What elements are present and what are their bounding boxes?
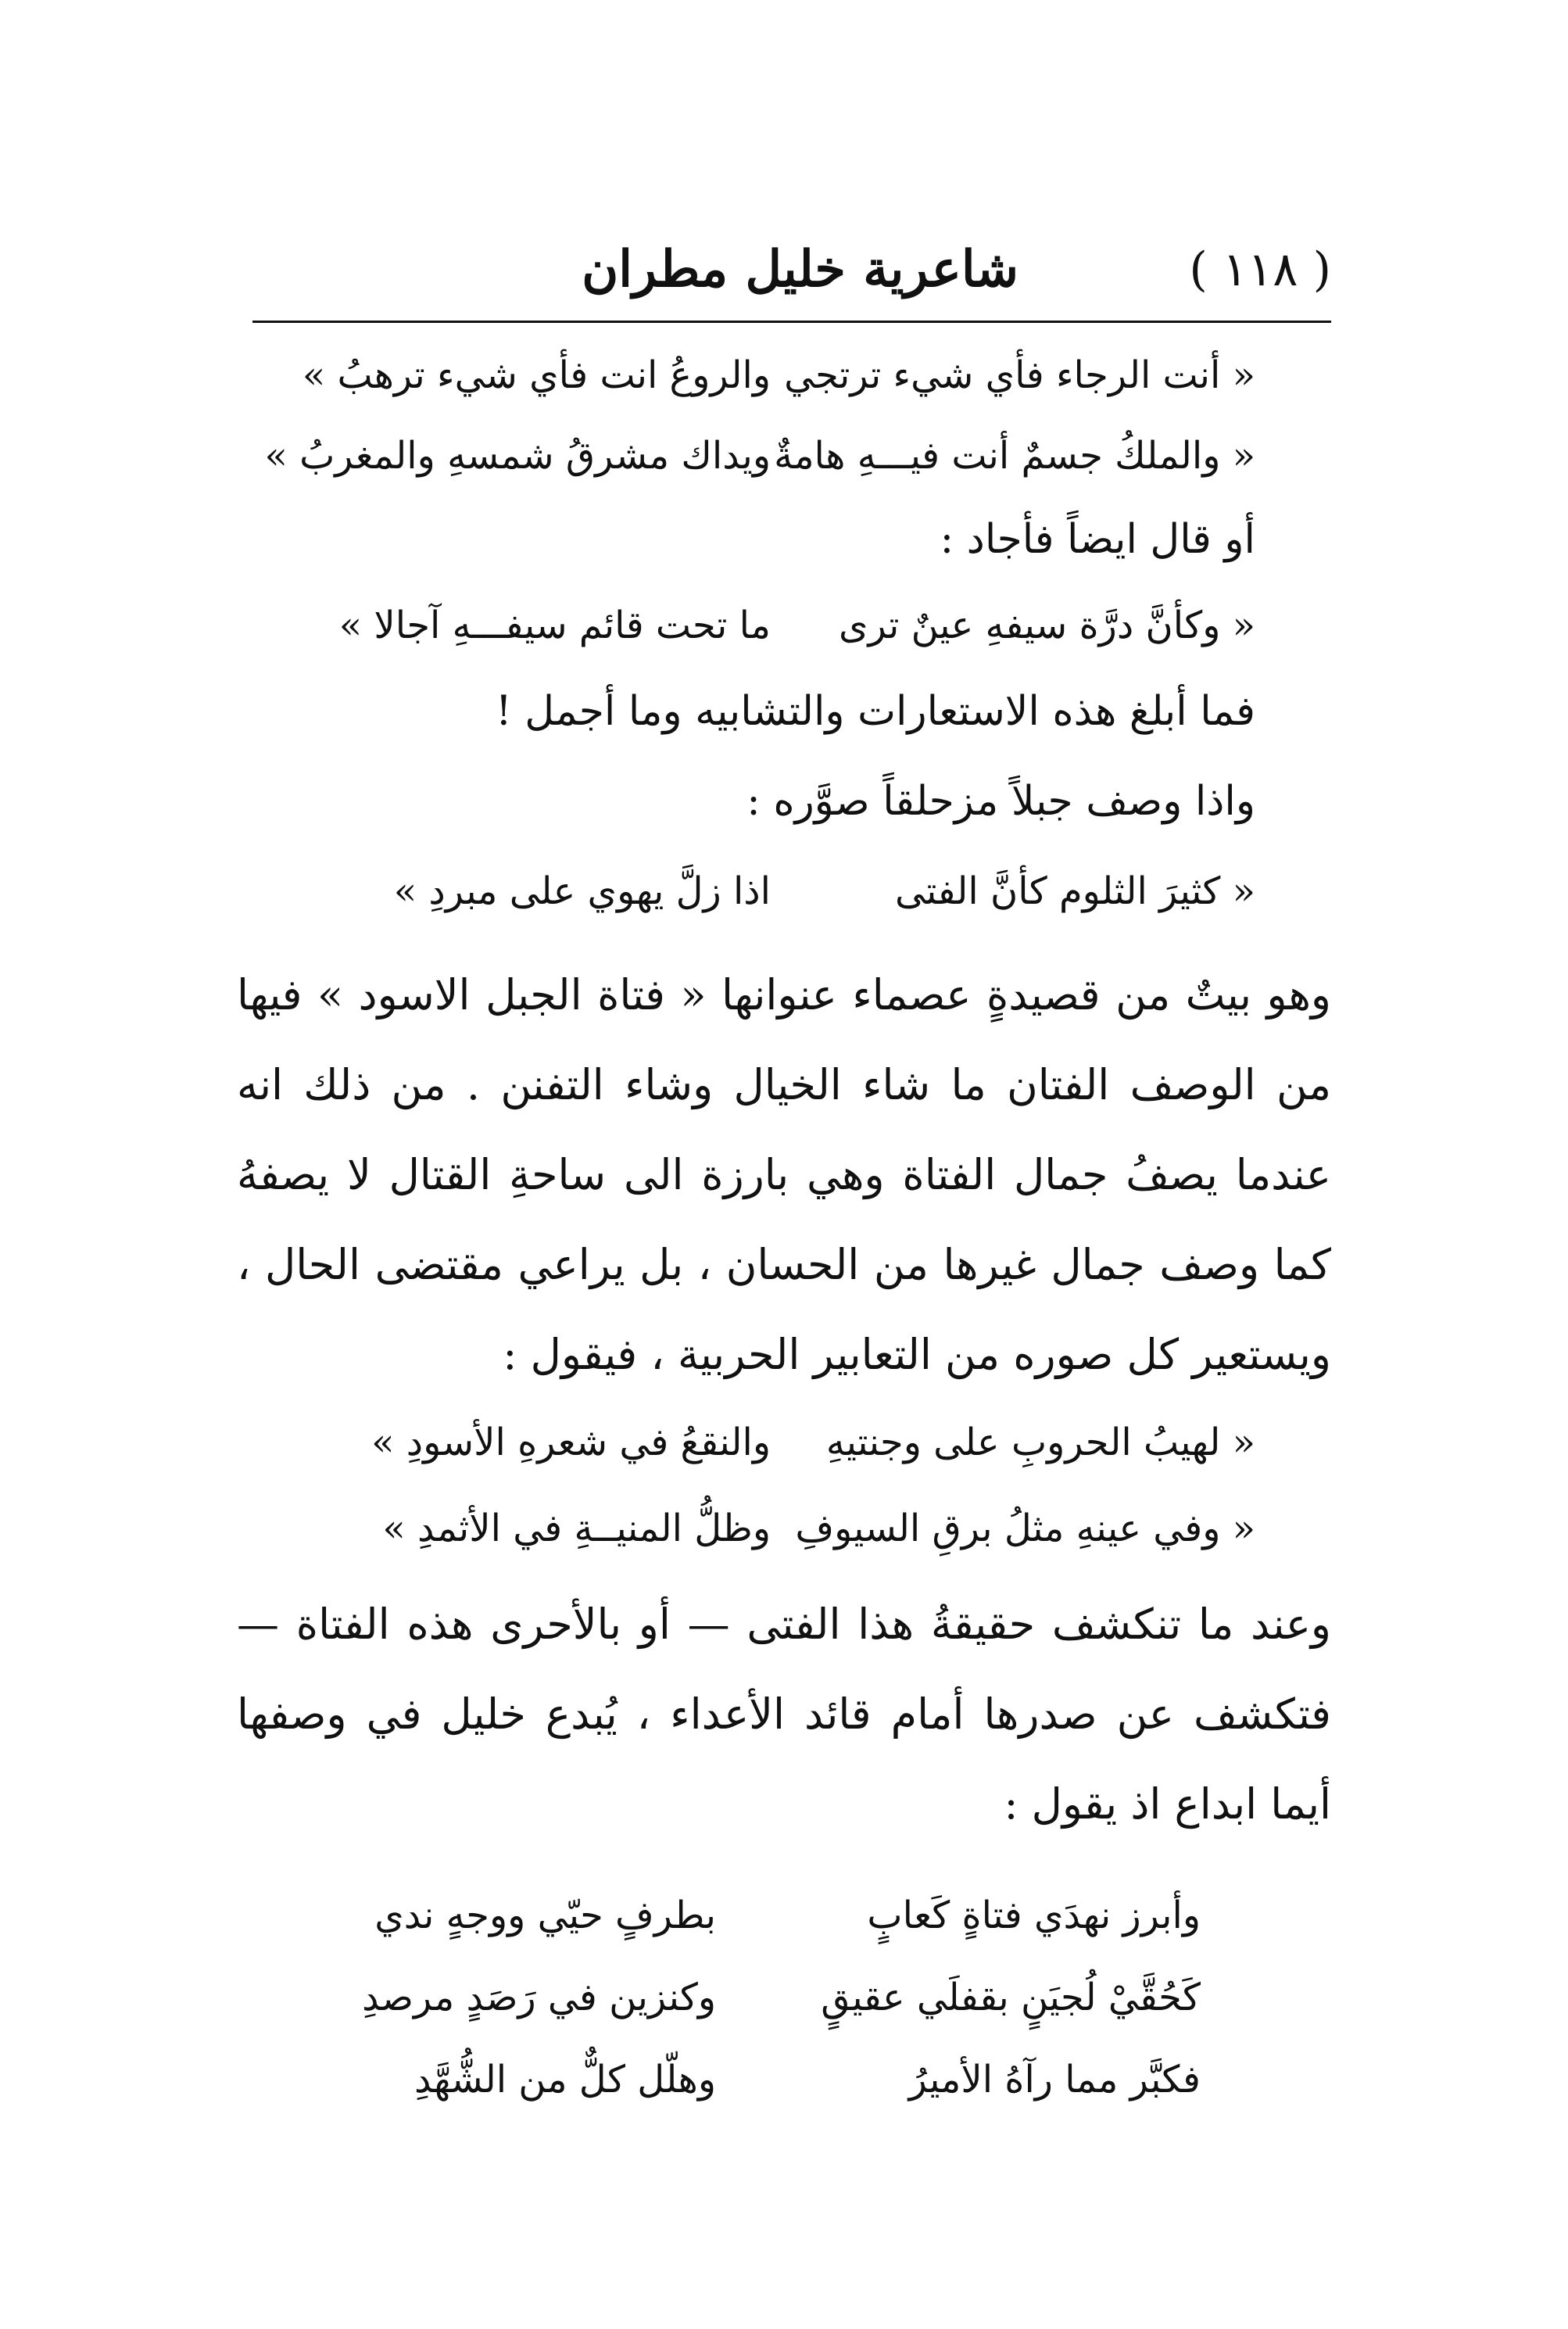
verse-line: [239, 348, 1255, 403]
verse-second-hemistich: بطرفٍ حيّي ووجهٍ ندي: [374, 1894, 716, 1937]
verse-line: [239, 1888, 1201, 1943]
intro-line: واذا وصف جبلاً مزحلقاً صوَّره :: [746, 778, 1255, 825]
verse-second-hemistich: اذا زلَّ يهوي على مبردِ »: [393, 869, 771, 913]
verse-first-hemistich: « كثيرَ الثلوم كأنَّ الفتى: [894, 869, 1255, 913]
verse-first-hemistich: « وفي عينهِ مثلُ برقِ السيوفِ: [795, 1507, 1255, 1550]
verse-line: [239, 1501, 1255, 1556]
verse-second-hemistich: والنقعُ في شعرهِ الأسودِ »: [371, 1421, 771, 1464]
intro-line: أو قال ايضاً فأجاد :: [940, 516, 1255, 563]
verse-first-hemistich: « لهيبُ الحروبِ على وجنتيهِ: [825, 1421, 1255, 1464]
comment-line: فما أبلغ هذه الاستعارات والتشابيه وما أجمل !: [495, 688, 1255, 735]
verse-first-hemistich: « والملكُ جسمٌ أنت فيـــهِ هامةٌ: [774, 434, 1255, 478]
verse-second-hemistich: وظلُّ المنيــةِ في الأثمدِ »: [382, 1507, 771, 1550]
verse-first-hemistich: وأبرز نهدَي فتاةٍ كَعابٍ: [867, 1894, 1201, 1937]
verse-second-hemistich: ويداك مشرقُ شمسهِ والمغربُ »: [264, 434, 771, 478]
header-rule: [252, 321, 1331, 323]
verse-line: [239, 864, 1255, 919]
verse-first-hemistich: كَحُقَّيْ لُجيَنٍ بقفلَي عقيقٍ: [821, 1976, 1201, 2019]
verse-second-hemistich: وهلّل كلٌّ من الشُّهَّدِ: [413, 2058, 716, 2101]
paragraph: وعند ما تنكشف حقيقةُ هذا الفتى — أو بالأحرى هذه الفتاة — فتكشف عن صدرها أمام قائد الأعداء ، يُبدع خليل في وصفها أيما ابداع اذ يقول :: [237, 1600, 1331, 1829]
verse-line: [239, 428, 1255, 483]
verse-line: [239, 1415, 1255, 1470]
verse-first-hemistich: فكبَّر مما رآهُ الأميرُ: [908, 2058, 1201, 2101]
paragraph: وهو بيتٌ من قصيدةٍ عصماء عنوانها « فتاة الجبل الاسود » فيها من الوصف الفتان ما شاء الخيال وشاء التفنن . من ذلك انه عندما يصفُ جمال الفتاة وهي بارزة الى ساحةِ القتال لا يصفهُ كما وصف جمال غيرها من الحسان ، بل يراعي مقتضى الحال ، ويستعير كل صوره من التعابير الحربية ، فيقول :: [237, 970, 1331, 1379]
running-title: شاعرية خليل مطران: [582, 240, 1018, 299]
verse-first-hemistich: « وكأنَّ درَّة سيفهِ عينٌ ترى: [838, 604, 1255, 647]
verse-first-hemistich: « أنت الرجاء فأي شيء ترتجي: [784, 353, 1255, 397]
page-header: [252, 235, 1331, 313]
verse-line: [239, 1970, 1201, 2025]
verse-second-hemistich: وكنزين في رَصَدٍ مرصدِ: [362, 1976, 716, 2019]
verse-second-hemistich: ما تحت قائم سيفـــهِ آجالا »: [338, 604, 771, 647]
page-number: ( ١١٨ ): [1189, 242, 1331, 297]
verse-second-hemistich: والروعُ انت فأي شيء ترهبُ »: [302, 353, 771, 397]
verse-line: [239, 598, 1255, 653]
verse-line: [239, 2052, 1201, 2107]
